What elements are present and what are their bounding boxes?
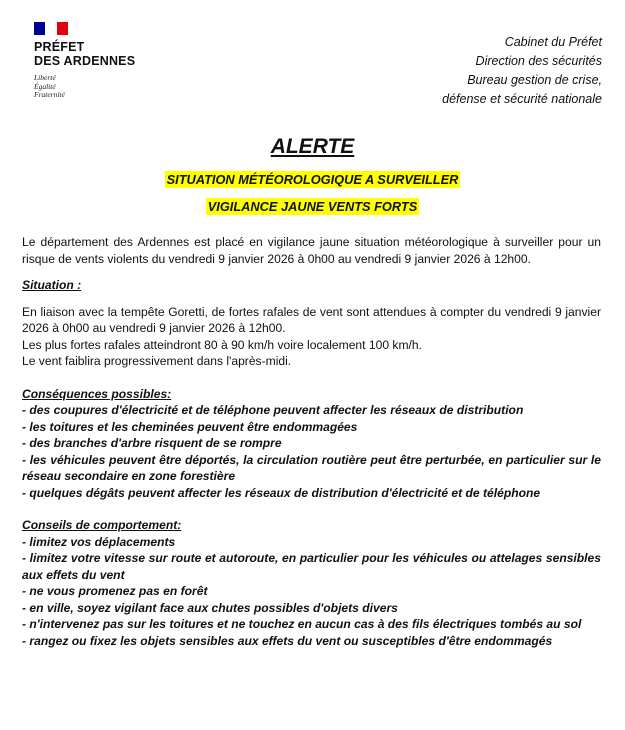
subtitle-highlight: SITUATION MÉTÉOROLOGIQUE A SURVEILLER	[166, 172, 459, 187]
consequence-item: - des branches d'arbre risquent de se rompre	[22, 436, 282, 450]
advice-item: - n'intervenez pas sur les toitures et ne touchez en aucun cas à des fils électriques tombés au sol	[22, 617, 582, 631]
document-body	[22, 234, 601, 649]
consequence-item: - quelques dégâts peuvent affecter les réseaux de distribution d'électricité et de téléphone	[22, 485, 541, 500]
office-line: défense et sécurité nationale	[442, 92, 602, 106]
logo-title-line2: DES ARDENNES	[34, 54, 136, 68]
consequence-item: - des coupures d'électricité et de téléphone peuvent affecter les réseaux de distribution	[22, 403, 524, 417]
situation-heading: Situation :	[22, 278, 82, 292]
flag-stripe-blue	[34, 22, 45, 35]
subtitle-highlight: VIGILANCE JAUNE VENTS FORTS	[207, 199, 418, 214]
advice-item: - ne vous promenez pas en forêt	[22, 584, 208, 598]
office-line: Cabinet du Préfet	[504, 35, 602, 49]
office-line: Direction des sécurités	[475, 54, 602, 68]
consequences-heading: Conséquences possibles:	[22, 386, 172, 401]
logo-title-line1: PRÉFET	[34, 40, 85, 54]
motto-fraternite: Fraternité	[34, 90, 65, 99]
republic-motto	[34, 74, 164, 100]
advice-item: - limitez votre vitesse sur route et autoroute, en particulier pour les véhicules ou attelages sensibles aux effets du vent	[22, 551, 601, 582]
consequence-item: - les véhicules peuvent être déportés, la circulation routière peut être perturbée, en particulier sur le réseau secondaire en zone forestière	[22, 452, 601, 483]
consequence-item: - les toitures et les cheminées peuvent être endommagées	[22, 419, 358, 434]
motto-egalite: Égalité	[34, 81, 56, 91]
motto-liberte: Liberté	[34, 73, 56, 82]
advice-item: - rangez ou fixez les objets sensibles aux effets du vent ou susceptibles d'être endommagés	[22, 633, 553, 648]
situation-line: En liaison avec la tempête Goretti, de fortes rafales de vent sont attendues à compter du vendredi 9 janvier 2026 à 0h00 au vendredi 9 janvier 2026 à 12h00.	[22, 304, 601, 335]
prefecture-logo	[34, 22, 164, 100]
flag-stripe-red	[57, 22, 68, 35]
alert-subtitle-situation	[0, 172, 625, 188]
office-line: Bureau gestion de crise,	[467, 73, 602, 87]
situation-line: Les plus fortes rafales atteindront 80 à 90 km/h voire localement 100 km/h.	[22, 337, 422, 352]
advice-item: - en ville, soyez vigilant face aux chutes possibles d'objets divers	[22, 600, 398, 615]
advice-item: - limitez vos déplacements	[22, 534, 176, 549]
flag-stripe-white	[45, 22, 56, 35]
intro-paragraph: Le département des Ardennes est placé en vigilance jaune situation météorologique à surveiller pour un risque de vents violents du vendredi 9 janvier 2026 à 0h00 au vendredi 9 janvier 2026 à 12h00.	[22, 235, 601, 266]
alert-subtitle-vigilance	[0, 199, 625, 215]
logo-title	[34, 40, 164, 68]
advice-heading: Conseils de comportement:	[22, 518, 182, 532]
issuing-office	[442, 33, 602, 109]
situation-line: Le vent faiblira progressivement dans l'après-midi.	[22, 354, 292, 368]
alert-title: ALERTE	[270, 135, 355, 158]
french-flag-icon	[34, 22, 68, 35]
